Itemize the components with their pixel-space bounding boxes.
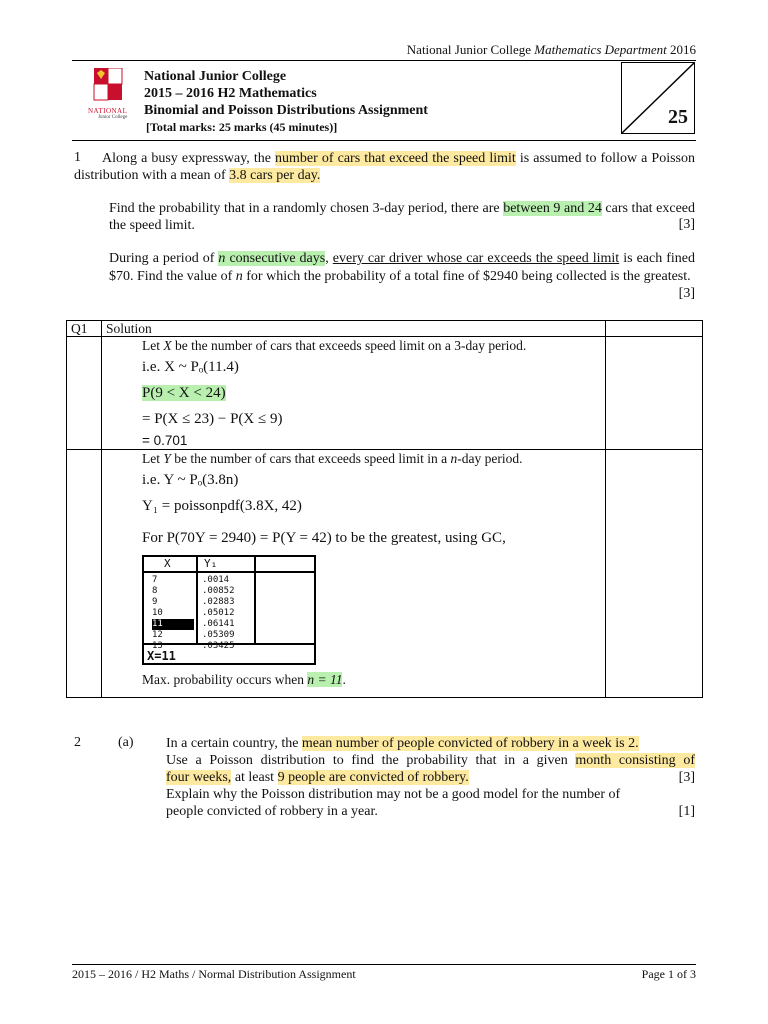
calculator-y1-cell: .06141 xyxy=(202,619,235,629)
solution-header-marks xyxy=(606,321,703,337)
solution-header-label: Solution xyxy=(102,321,606,337)
calculator-x-column xyxy=(152,575,194,652)
solution-part-1: Let X be the number of cars that exceeds speed limit on a 3-day period. i.e. X ~ Pₒ(11.4) P(9 < X < 24) = P(X ≤ 23) − P(X ≤ 9) = 0.701 xyxy=(102,337,606,450)
calculator-y1-cell: .05309 xyxy=(202,630,235,640)
calculator-x-cell: 7 xyxy=(152,575,158,585)
header-rule xyxy=(72,60,696,61)
calculator-footer: X=11 xyxy=(147,649,176,663)
calculator-header-y1: Y₁ xyxy=(204,557,218,570)
footer-left: 2015 – 2016 / H2 Maths / Normal Distribution Assignment xyxy=(72,967,356,981)
calculator-x-cell: 11 xyxy=(152,619,194,630)
solution-part-1-marks xyxy=(606,337,703,450)
title-block xyxy=(144,68,428,136)
question-1-part-1: Find the probability that in a randomly chosen 3-day period, there are between 9 and 24 cars that exceed the speed limit. xyxy=(109,201,695,233)
calculator-y1-cell: .03425 xyxy=(202,641,235,651)
solution-part-2-q xyxy=(67,450,102,698)
question-2-part-b-marks: [1] xyxy=(678,804,695,819)
question-1-number: 1 xyxy=(74,150,81,165)
question-2-part-a-marks: [3] xyxy=(678,770,695,785)
calculator-y1-column xyxy=(202,575,252,652)
solution-header-q: Q1 xyxy=(67,321,102,337)
title-rule xyxy=(72,140,696,141)
calculator-x-cell: 12 xyxy=(152,630,163,640)
question-2-part-a-label: (a) xyxy=(118,735,134,750)
college-logo xyxy=(88,68,134,118)
calculator-header-x: X xyxy=(164,557,171,570)
question-1-part-2: During a period of n consecutive days, every car driver whose car exceeds the speed limit is each fined $70. Find the value of n for which the probability of a total fine of $2940 being collected is the greatest. xyxy=(109,251,696,284)
question-1-part-1-marks: [3] xyxy=(678,217,695,232)
question-2-part-a: In a certain country, the mean number of people convicted of robbery in a week is 2. Use a Poisson distribution to find the probability that in a given month consisting of four weeks, at least 9 people are convicted of robbery. [3] Explain why the Poisson distribution may not be a good model for the number of people convicted of robbery in a year. [1] xyxy=(166,736,695,819)
footer-rule xyxy=(72,964,696,965)
answer-n: n = 11 xyxy=(307,672,343,687)
college-name: National Junior College xyxy=(144,69,287,84)
calculator-x-cell: 9 xyxy=(152,597,158,607)
solution-table xyxy=(66,320,703,698)
footer-page-number: Page 1 of 3 xyxy=(641,967,696,981)
solution-part-2: Let Y be the number of cars that exceeds speed limit in a n-day period. i.e. Y ~ Pₒ(3.8n) Y₁ = poissonpdf(3.8X, 42) For P(70Y = 2940) = P(Y = 42) to be the greatest, using GC, X Y₁ 7 8 9 10 11 12 13 .0014 .00852 .02883 .05012 .06141 .05309 .03425 X=11 Max. probability occurs when n = 11. xyxy=(102,450,606,698)
logo-subtext: Junior College xyxy=(98,115,128,120)
score-total: 25 xyxy=(668,106,688,128)
calculator-y1-cell: .0014 xyxy=(202,575,230,585)
calculator-y1-cell: .00852 xyxy=(202,586,235,596)
question-1-part-2-marks: [3] xyxy=(678,286,695,301)
total-marks: [Total marks: 25 marks (45 minutes)] xyxy=(146,120,338,134)
question-2-number: 2 xyxy=(74,735,81,750)
question-1-stem: Along a busy expressway, the number of cars that exceed the speed limit is assumed to follow a Poisson distribution with a mean of 3.8 cars per day. xyxy=(74,151,695,183)
probability-expression: P(9 < X < 24) xyxy=(142,385,226,401)
score-box xyxy=(621,62,695,134)
calculator-table xyxy=(142,555,316,665)
running-header: National Junior College Mathematics Department 2016 xyxy=(406,42,696,57)
course-title: 2015 – 2016 H2 Mathematics xyxy=(144,86,317,101)
calculator-x-cell: 10 xyxy=(152,608,163,618)
assignment-title: Binomial and Poisson Distributions Assignment xyxy=(144,103,428,118)
logo-text: NATIONAL xyxy=(88,107,128,115)
calculator-x-cell: 13 xyxy=(152,641,163,651)
calculator-y1-cell: .02883 xyxy=(202,597,235,607)
calculator-x-cell: 8 xyxy=(152,586,158,596)
solution-part-2-marks xyxy=(606,450,703,698)
solution-part-1-q xyxy=(67,337,102,450)
calculator-y1-cell: .05012 xyxy=(202,608,235,618)
